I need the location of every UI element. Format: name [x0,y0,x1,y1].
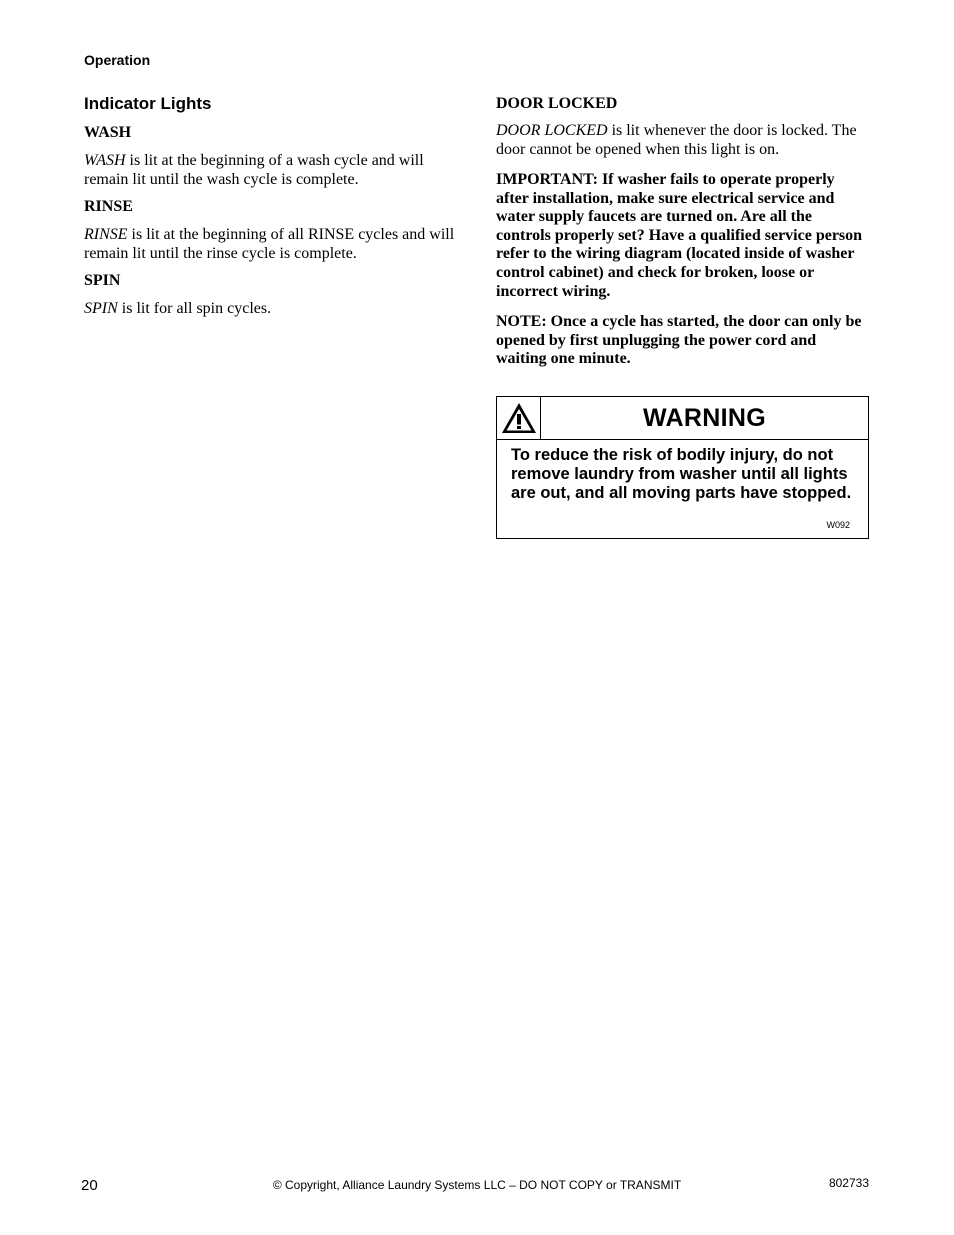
running-header: Operation [84,52,151,68]
spin-description [84,299,456,318]
door-locked-text: is lit whenever the door is locked. The door cannot be opened when this light is on. [496,122,857,158]
rinse-heading: RINSE [84,198,133,215]
wash-term: WASH [84,152,126,169]
warning-title: WARNING [643,403,766,432]
door-locked-term: DOOR LOCKED [496,122,608,139]
left-column [84,93,456,326]
page-number: 20 [81,1177,98,1194]
warning-body: To reduce the risk of bodily injury, do not remove laundry from washer until all lights are out, and all moving parts have stopped. [511,446,852,502]
warning-icon-cell [497,397,541,439]
door-locked-description [496,121,870,159]
door-locked-heading: DOOR LOCKED [496,95,618,112]
rinse-text: is lit at the beginning of all RINSE cycles and will remain lit until the rinse cycle is complete. [84,226,455,262]
warning-code: W092 [826,520,850,530]
right-column [496,93,870,381]
warning-box [496,396,869,539]
rinse-term: RINSE [84,226,128,243]
spin-term: SPIN [84,300,118,317]
door-note: NOTE: Once a cycle has started, the door can only be opened by first unplugging the power cord and waiting one minute. [496,313,862,368]
wash-heading: WASH [84,124,132,141]
warning-triangle-icon [500,401,538,435]
document-number: 802733 [828,1176,869,1190]
section-title: Indicator Lights [84,94,212,113]
spin-heading: SPIN [84,272,121,289]
warning-header [497,397,868,440]
important-note: IMPORTANT: If washer fails to operate properly after installation, make sure electrical service and water supply faucets are turned on. Are all the controls properly set? Have a qualified service person refer to the wiring diagram (located inside of washer control cabinet) and check for broken, loose or incorrect wiring. [496,171,863,300]
rinse-description [84,225,456,263]
spin-text: is lit for all spin cycles. [117,300,272,317]
wash-description [84,151,456,189]
copyright-notice: © Copyright, Alliance Laundry Systems LLC – DO NOT COPY or TRANSMIT [272,1178,682,1192]
wash-text: is lit at the beginning of a wash cycle and will remain lit until the wash cycle is complete. [84,152,424,188]
